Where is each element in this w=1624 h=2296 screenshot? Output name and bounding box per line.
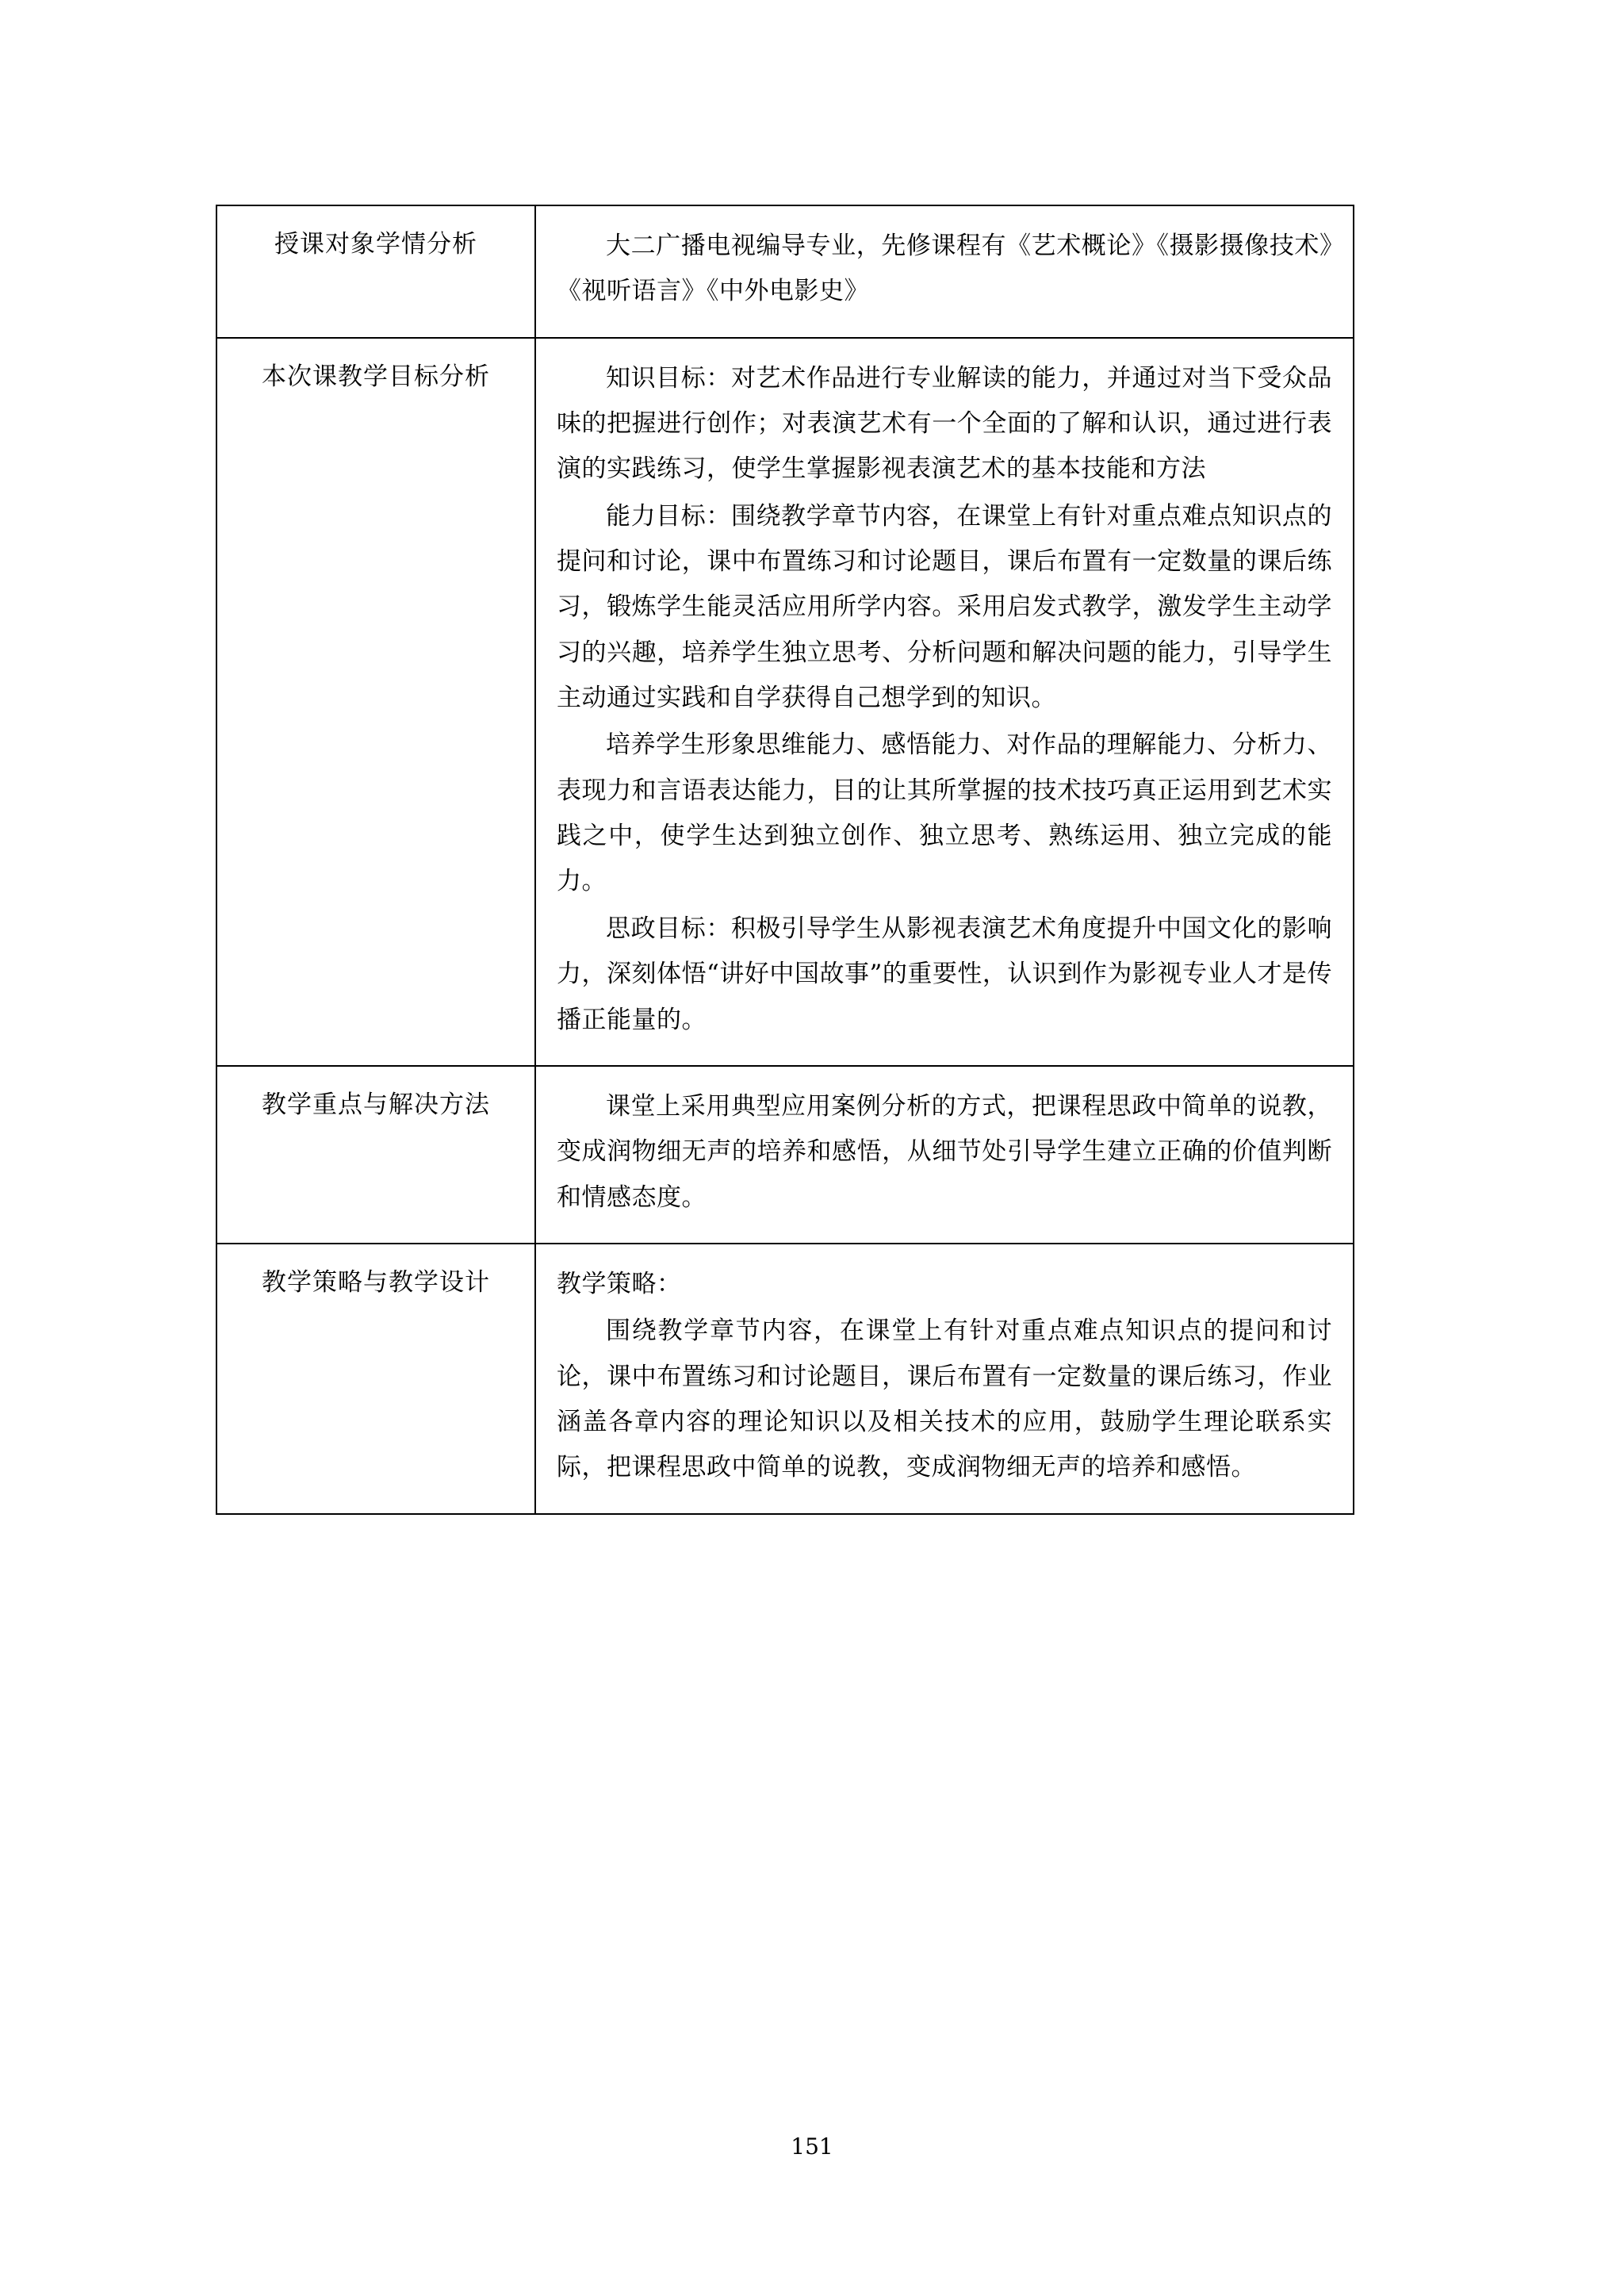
- row-content-cell: [535, 1066, 1354, 1244]
- row-label-cell: [216, 1066, 535, 1244]
- row-label-cell: [216, 1244, 535, 1514]
- row-content-cell: [535, 338, 1354, 1066]
- paragraph: 培养学生形象思维能力、感悟能力、对作品的理解能力、分析力、表现力和言语表达能力，目的让其所掌握的技术技巧真正运用到艺术实践之中，使学生达到独立创作、独立思考、熟练运用、独立完成的能力。: [557, 730, 1332, 896]
- row-label: 授课对象学情分析: [274, 230, 477, 259]
- row-label: 教学策略与教学设计: [262, 1267, 490, 1297]
- row-label: 教学重点与解决方法: [262, 1090, 490, 1119]
- row-label-cell: [216, 338, 535, 1066]
- page-number: 151: [791, 2133, 833, 2160]
- row-label-cell: [216, 205, 535, 338]
- paragraph: 思政目标：积极引导学生从影视表演艺术角度提升中国文化的影响力，深刻体悟“讲好中国故事”的重要性，认识到作为影视专业人才是传播正能量的。: [557, 914, 1332, 1034]
- paragraph: 知识目标：对艺术作品进行专业解读的能力，并通过对当下受众品味的把握进行创作；对表演艺术有一个全面的了解和认识，通过进行表演的实践练习，使学生掌握影视表演艺术的基本技能和方法: [557, 363, 1332, 484]
- row-content: [536, 1067, 1353, 1243]
- paragraph: 围绕教学章节内容，在课堂上有针对重点难点知识点的提问和讨论，课中布置练习和讨论题目，课后布置有一定数量的课后练习，作业涵盖各章内容的理论知识以及相关技术的应用，鼓励学生理论联系实际，把课程思政中简单的说教，变成润物细无声的培养和感悟。: [557, 1317, 1332, 1482]
- row-content-cell: [535, 1244, 1354, 1514]
- row-content: [536, 339, 1353, 1065]
- table-row: [216, 1244, 1354, 1514]
- paragraph: 能力目标：围绕教学章节内容，在课堂上有针对重点难点知识点的提问和讨论，课中布置练习和讨论题目，课后布置有一定数量的课后练习，锻炼学生能灵活应用所学内容。采用启发式教学，激发学生主动学习的兴趣，培养学生独立思考、分析问题和解决问题的能力，引导学生主动通过实践和自学获得自己想学到的知识。: [557, 501, 1332, 713]
- paragraph: 课堂上采用典型应用案例分析的方式，把课程思政中简单的说教，变成润物细无声的培养和感悟，从细节处引导学生建立正确的价值判断和情感态度。: [557, 1091, 1332, 1212]
- row-content-cell: [535, 205, 1354, 338]
- table-row: [216, 338, 1354, 1066]
- row-content: [536, 1244, 1353, 1513]
- lesson-plan-table: [216, 205, 1354, 1515]
- paragraph: 教学策略：: [557, 1269, 682, 1298]
- table-row: [216, 205, 1354, 338]
- table-row: [216, 1066, 1354, 1244]
- row-label: 本次课教学目标分析: [262, 362, 490, 391]
- row-content: [536, 206, 1353, 337]
- paragraph: 大二广播电视编导专业，先修课程有《艺术概论》《摄影摄像技术》《视听语言》《中外电影史》: [557, 232, 1332, 306]
